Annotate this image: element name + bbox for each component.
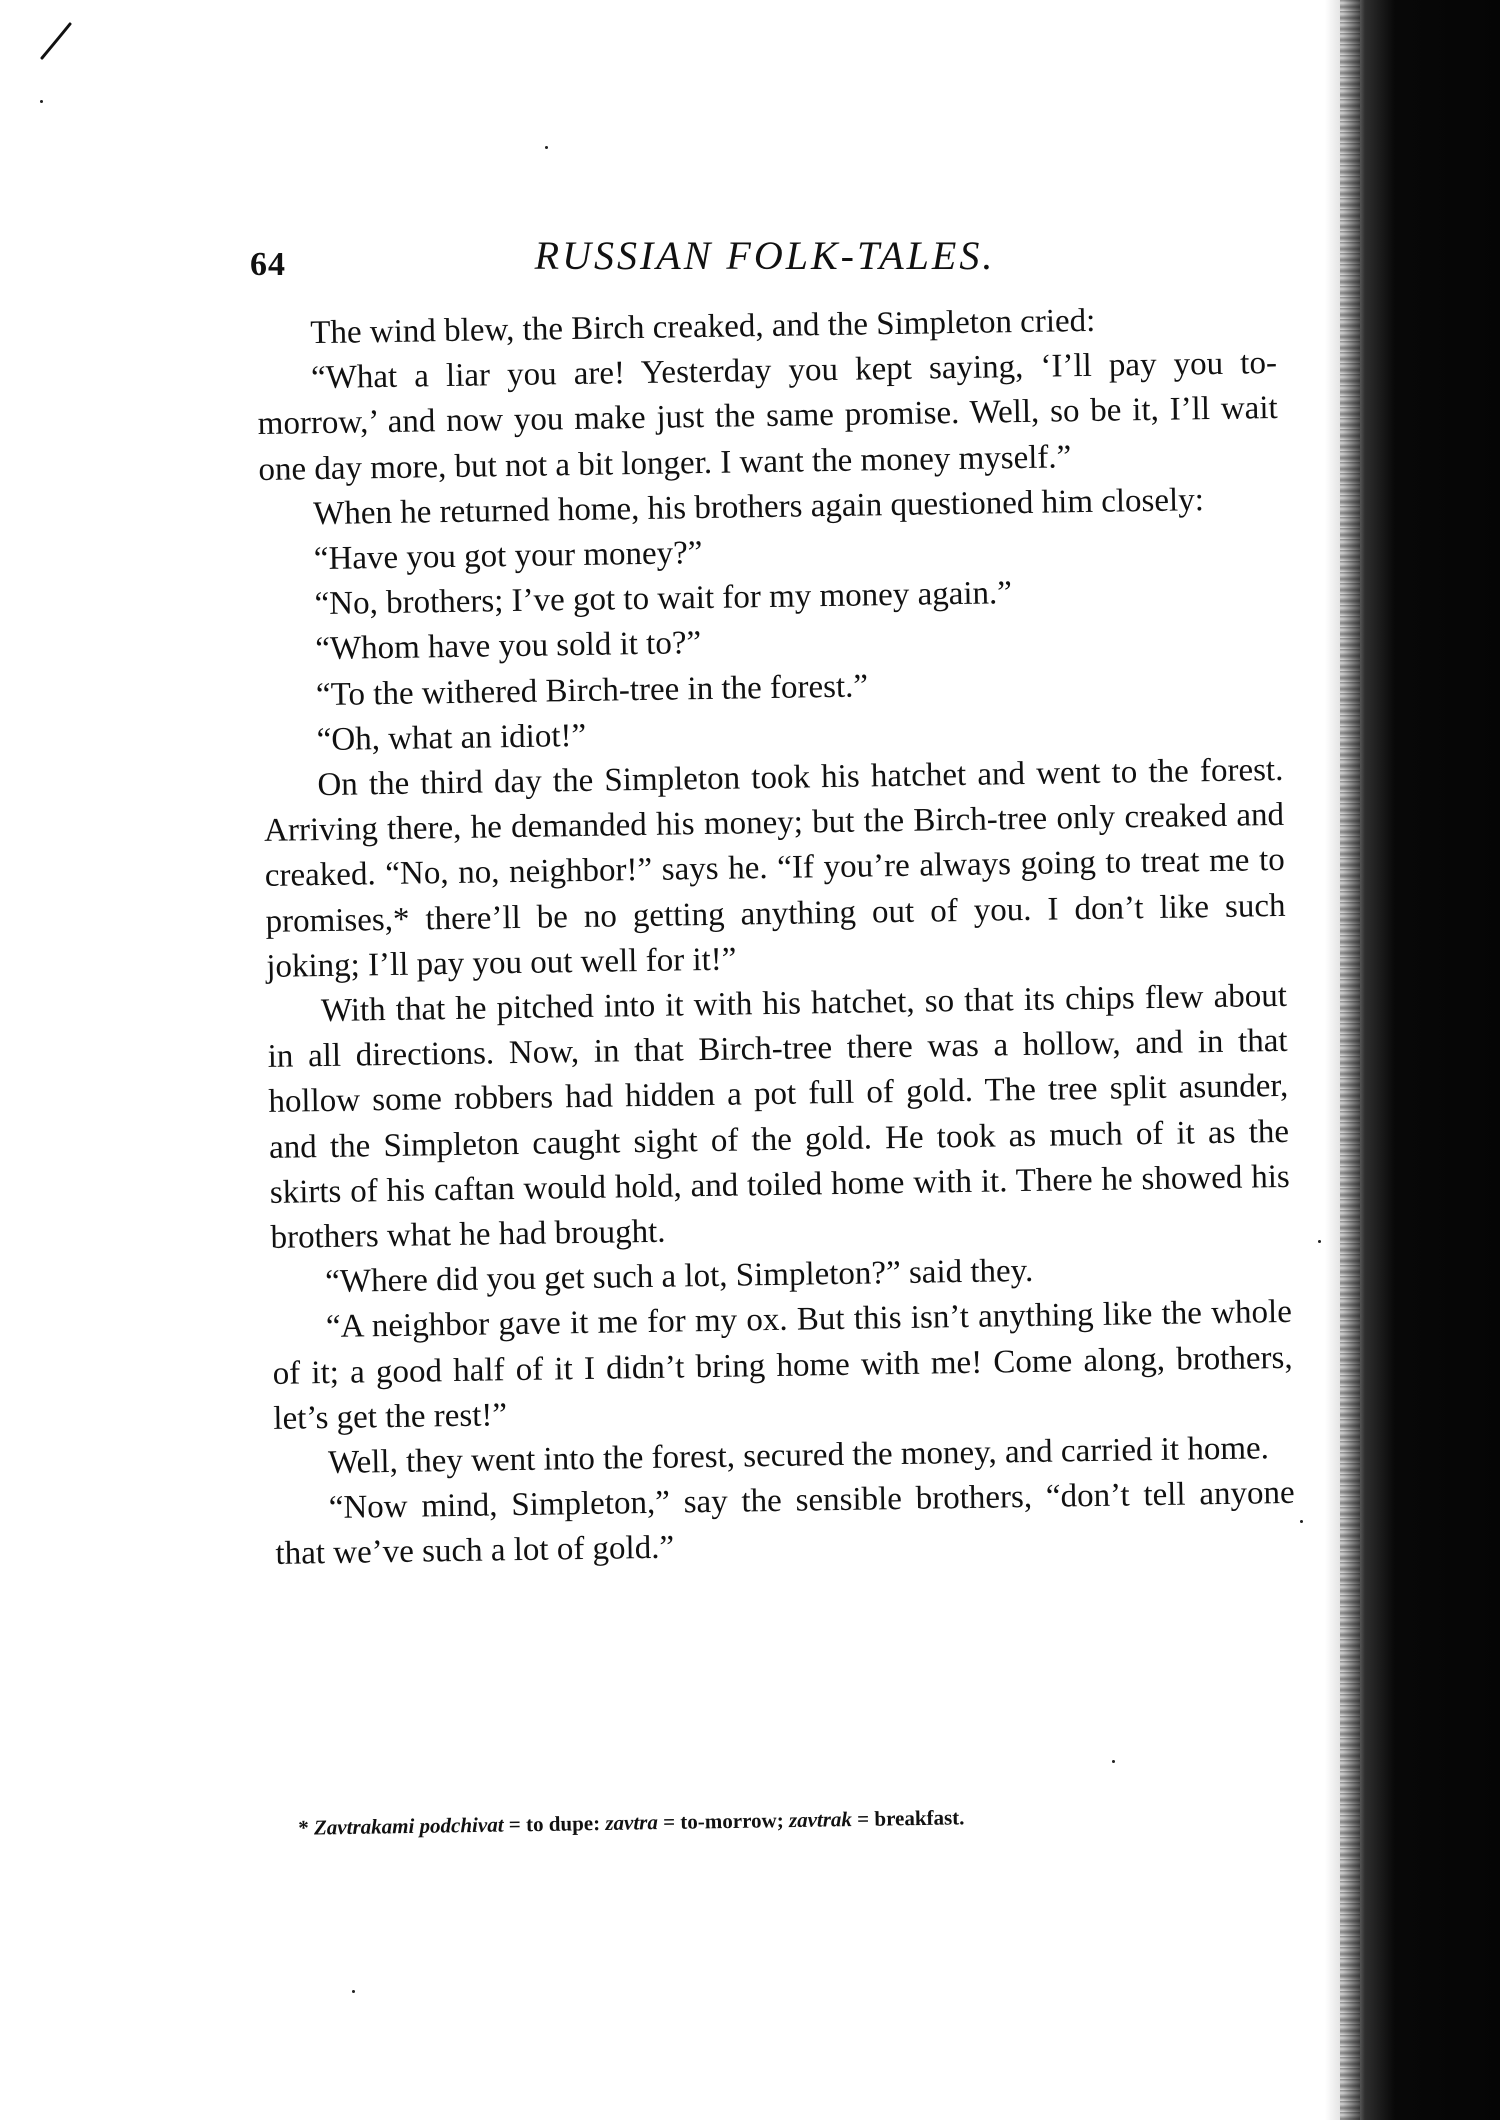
page-header: [250, 232, 1280, 292]
footnote-equals: = breakfast.: [851, 1805, 965, 1832]
footnote-term: Zavtrakami podchivat: [313, 1812, 504, 1840]
footnote: [284, 1796, 1284, 1845]
paragraph: On the third day the Simpleton took his hatchet and went to the forest. Arriving there, he demanded his money; but the Birch-tree only creaked and creaked. “No, no, neighbor!” says he. “If you’re always going to treat me to promises,* there’ll be no getting anything out of you. I don’t like such joking; I’ll pay you out well for it!”: [263, 751, 1286, 985]
paragraph: Well, they went into the forest, secured the money, and carried it home.: [327, 1430, 1270, 1482]
pencil-mark-icon: [38, 20, 78, 60]
body-text: [256, 296, 1296, 1578]
running-title: RUSSIAN FOLK-TALES.: [534, 233, 996, 278]
speck: [40, 100, 43, 103]
footnote-marker: *: [298, 1815, 309, 1840]
paragraph: “What a liar you are! Yesterday you kept saying, ‘I’ll pay you to-morrow,’ and now you make just the same promise. Well, so be it, I’ll wait one day more, but not a bit longer. I want the money myself.”: [257, 345, 1278, 488]
paragraph: “Now mind, Simpleton,” say the sensible brothers, “don’t tell anyone that we’ve such a lot of gold.”: [275, 1475, 1295, 1573]
speck: [1318, 1240, 1321, 1243]
paragraph: The wind blew, the Birch creaked, and the Simpleton cried:: [310, 302, 1096, 352]
speck: [1112, 1760, 1115, 1763]
paragraph: “Where did you get such a lot, Simpleton?” said they.: [324, 1253, 1034, 1301]
paragraph: “A neighbor gave it me for my ox. But this isn’t anything like the whole of it; a good half of it I didn’t bring home with me! Come along, brothers, let’s get the rest!”: [272, 1294, 1293, 1437]
paragraph: “To the withered Birch-tree in the forest.”: [315, 668, 869, 713]
speck: [1300, 1520, 1303, 1523]
binding-edge: [1340, 0, 1360, 2120]
speck: [352, 1990, 355, 1993]
paragraph: “Whom have you sold it to?”: [315, 625, 702, 668]
footnote-word: zavtra: [605, 1810, 659, 1835]
paragraph: “No, brothers; I’ve got to wait for my money again.”: [314, 575, 1013, 623]
paragraph: When he returned home, his brothers again questioned him closely:: [312, 481, 1205, 532]
page-number: 64: [250, 246, 286, 283]
paragraph: “Have you got your money?”: [313, 535, 703, 578]
paragraph: With that he pitched into it with his hatchet, so that its chips flew about in all directions. Now, in that Birch-tree there was a hollow, and in that hollow some robbers had hidden a pot full of gold. The tree split asunder, and the Simpleton caught sight of the gold. He took as much of it as the skirts of his caftan would hold, and toiled home with it. There he showed his brothers what he had brought.: [267, 977, 1290, 1256]
footnote-equals: = to dupe:: [503, 1810, 606, 1837]
footnote-equals: = to-morrow;: [657, 1808, 790, 1835]
speck: [545, 146, 548, 149]
footnote-word: zavtrak: [788, 1807, 853, 1833]
paragraph: “Oh, what an idiot!”: [316, 717, 587, 758]
